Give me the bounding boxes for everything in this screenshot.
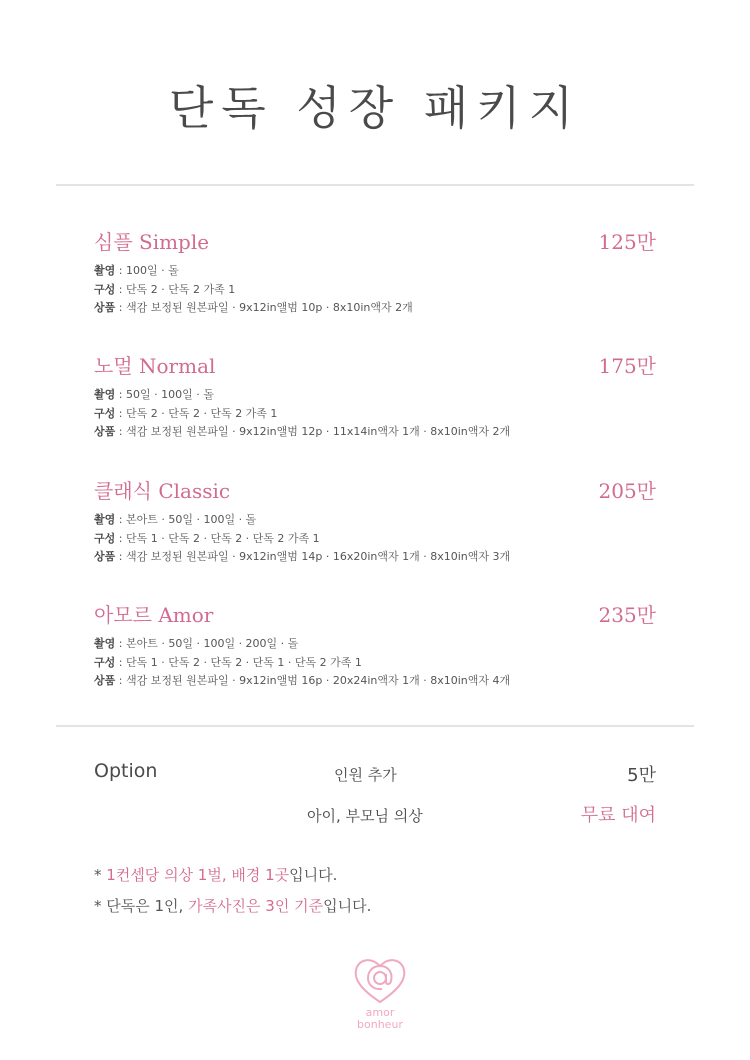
package-price: 205만 xyxy=(598,479,656,503)
package-line-composition: 구성 : 단독 1 · 단독 2 · 단독 2 · 단독 2 가족 1 xyxy=(94,531,320,545)
option-item-value: 무료 대여 xyxy=(580,805,656,826)
package-line-products: 상품 : 색감 보정된 원본파일 · 9x12in앨범 10p · 8x10in액자 2개 xyxy=(94,301,413,314)
package-price: 175만 xyxy=(598,354,656,378)
svg-text:bonheur: bonheur xyxy=(357,1018,403,1031)
note-line: * 단독은 1인, 가족사진은 3인 기준입니다. xyxy=(94,897,372,915)
package-name: 클래식 Classic xyxy=(94,479,231,503)
package-amor xyxy=(94,599,656,691)
package-price: 235만 xyxy=(598,603,656,627)
option-item-name: 인원 추가 xyxy=(334,766,397,784)
package-line-shoot: 촬영 : 본아트 · 50일 · 100일 · 돌 xyxy=(94,513,257,526)
package-simple xyxy=(94,226,656,318)
package-line-shoot: 촬영 : 본아트 · 50일 · 100일 · 200일 · 돌 xyxy=(94,637,299,650)
heart-at-logo-icon xyxy=(352,952,408,1032)
package-normal xyxy=(94,350,656,442)
bottom-divider xyxy=(56,725,694,727)
note-line: * 1컨셉당 의상 1벌, 배경 1곳입니다. xyxy=(94,866,338,884)
package-line-composition: 구성 : 단독 1 · 단독 2 · 단독 2 · 단독 1 · 단독 2 가족 1 xyxy=(94,655,362,669)
package-line-products: 상품 : 색감 보정된 원본파일 · 9x12in앨범 14p · 16x20in액자 1개 · 8x10in액자 3개 xyxy=(94,550,511,563)
svg-text:amor: amor xyxy=(365,1006,395,1019)
package-line-products: 상품 : 색감 보정된 원본파일 · 9x12in앨범 16p · 20x24in액자 1개 · 8x10in액자 4개 xyxy=(94,674,511,687)
page-title: 단독 성장 패키지 xyxy=(168,81,582,135)
option-item-value: 5만 xyxy=(627,765,656,786)
package-price: 125만 xyxy=(598,230,656,254)
package-line-products: 상품 : 색감 보정된 원본파일 · 9x12in앨범 12p · 11x14in액자 1개 · 8x10in액자 2개 xyxy=(94,425,511,438)
option-item-name: 아이, 부모님 의상 xyxy=(307,807,423,825)
package-line-composition: 구성 : 단독 2 · 단독 2 가족 1 xyxy=(94,282,236,296)
package-line-shoot: 촬영 : 100일 · 돌 xyxy=(94,264,179,277)
package-name: 노멀 Normal xyxy=(94,354,216,378)
package-name: 심플 Simple xyxy=(94,230,210,254)
package-line-composition: 구성 : 단독 2 · 단독 2 · 단독 2 가족 1 xyxy=(94,406,278,420)
package-line-shoot: 촬영 : 50일 · 100일 · 돌 xyxy=(94,388,214,401)
package-classic xyxy=(94,475,656,567)
option-label: Option xyxy=(94,760,158,782)
top-divider xyxy=(56,184,694,186)
package-name: 아모르 Amor xyxy=(94,603,214,627)
